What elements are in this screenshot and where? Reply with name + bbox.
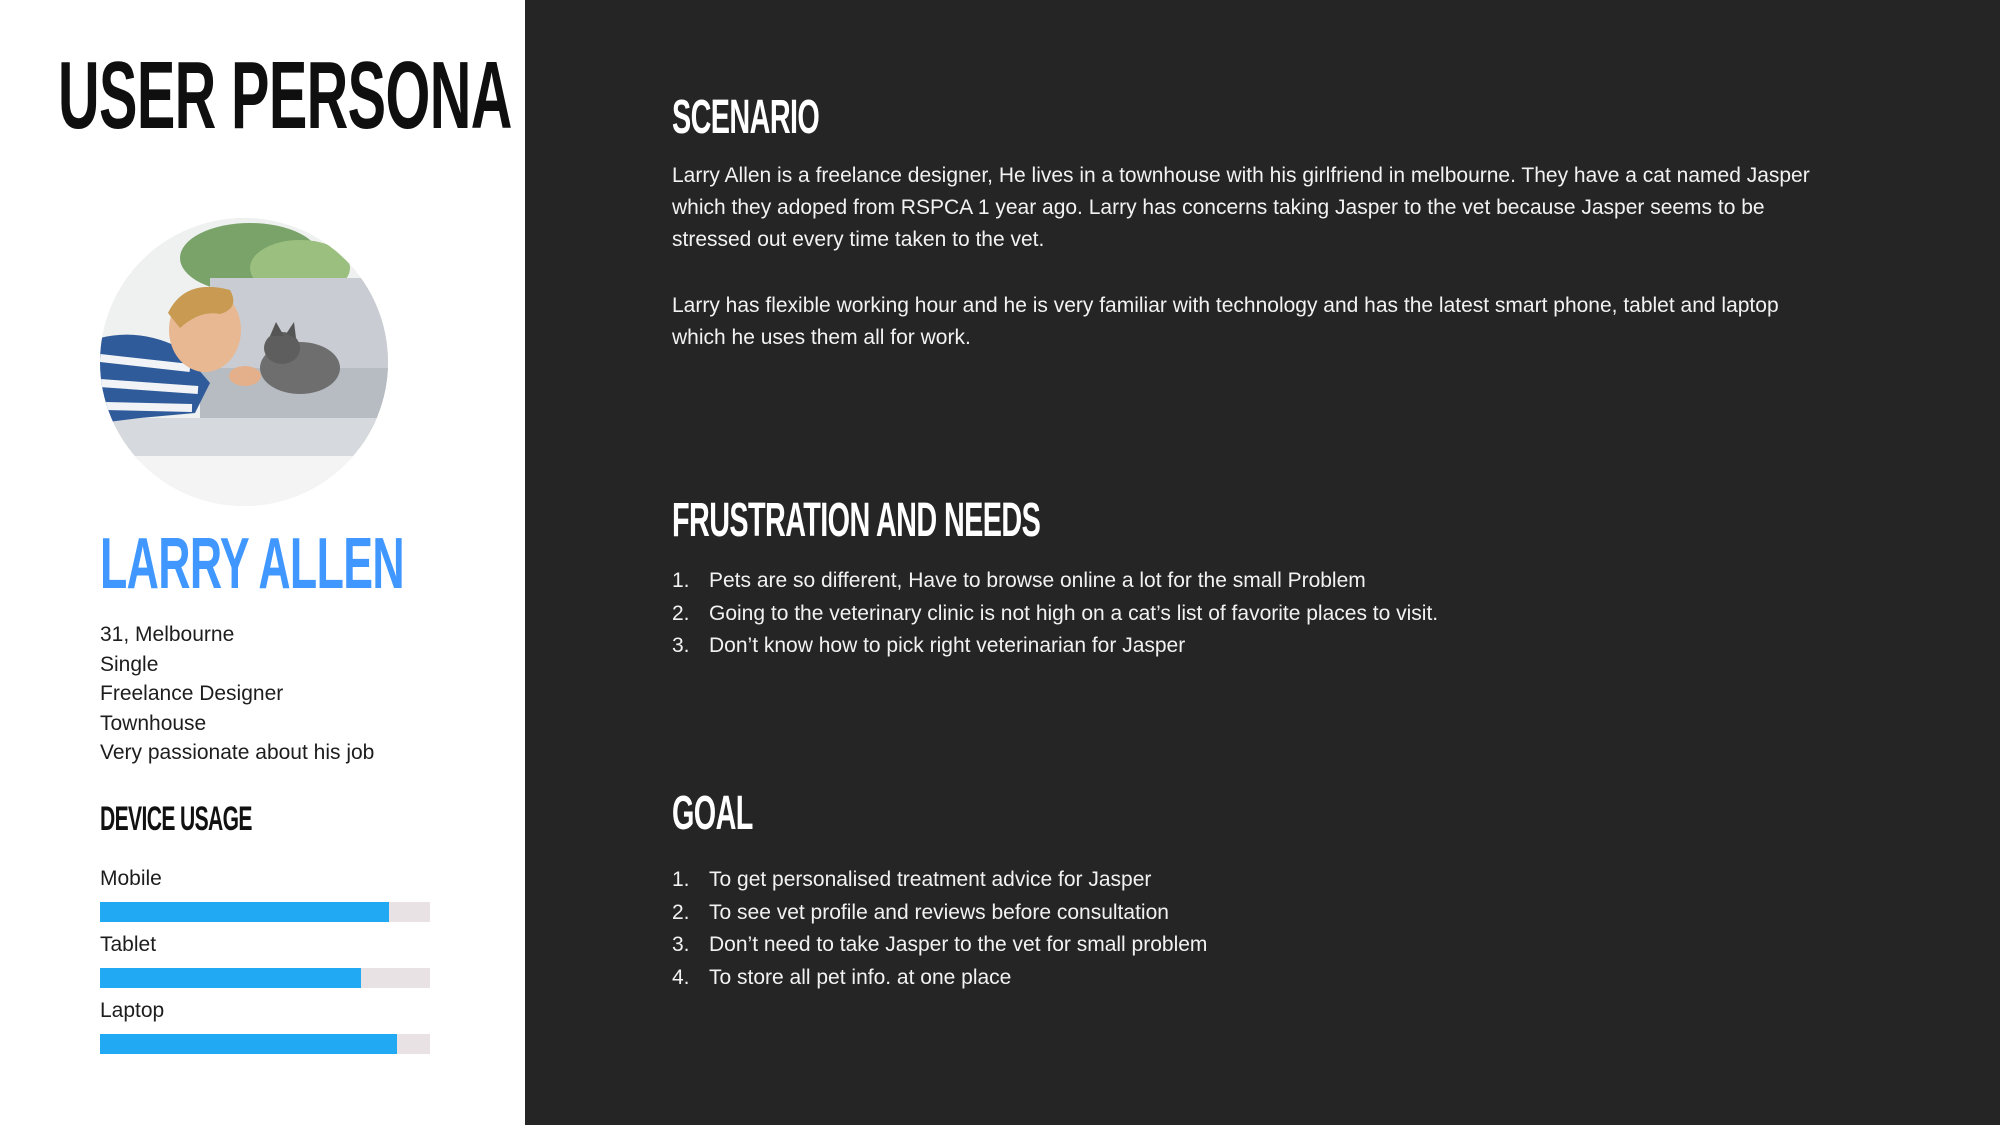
- device-usage-mobile: [100, 866, 430, 922]
- detail-age-location: 31, Melbourne: [100, 623, 235, 646]
- list-number: 1.: [672, 868, 690, 891]
- list-number: 1.: [672, 569, 690, 592]
- device-usage-heading: DEVICE USAGE: [100, 800, 252, 838]
- profile-panel: [0, 0, 525, 1125]
- list-item: [672, 962, 1207, 995]
- list-number: 3.: [672, 634, 690, 657]
- detail-relationship: Single: [100, 652, 159, 676]
- page-title: USER PERSONA: [58, 42, 512, 149]
- goal-heading: GOAL: [672, 787, 753, 840]
- list-text: To get personalised treatment advice for Jasper: [709, 868, 1152, 891]
- detail-housing: Townhouse: [100, 711, 207, 735]
- detail-occupation: Freelance Designer: [100, 682, 284, 705]
- list-item: [672, 864, 1207, 897]
- list-text: Going to the veterinary clinic is not high on a cat’s list of favorite places to visit.: [709, 601, 1439, 625]
- usage-bar-track: [100, 968, 430, 988]
- list-item: [672, 565, 1438, 598]
- goal-list: [672, 864, 1207, 994]
- list-number: 2.: [672, 900, 690, 924]
- list-text: Pets are so different, Have to browse online a lot for the small Problem: [709, 569, 1366, 592]
- list-number: 4.: [672, 965, 690, 989]
- frustrations-list: [672, 565, 1438, 663]
- usage-bar-fill: [100, 1034, 397, 1054]
- usage-bar-fill: [100, 968, 361, 988]
- list-number: 2.: [672, 601, 690, 625]
- list-item: [672, 929, 1207, 962]
- device-usage-tablet: [100, 932, 430, 988]
- device-label: Laptop: [100, 999, 165, 1022]
- avatar: [100, 218, 388, 506]
- persona-photo: [100, 218, 388, 506]
- list-text: Don’t need to take Jasper to the vet for small problem: [709, 933, 1208, 956]
- list-item: [672, 897, 1207, 930]
- frustrations-heading: FRUSTRATION AND NEEDS: [672, 494, 1041, 547]
- scenario-paragraph-2: Larry has flexible working hour and he is very familiar with technology and has the latest smart phone, tablet and laptop which he uses them all for work.: [672, 294, 1779, 349]
- list-item: [672, 598, 1438, 631]
- detail-personality: Very passionate about his job: [100, 741, 375, 764]
- scenario-paragraph-1: Larry Allen is a freelance designer, He lives in a townhouse with his girlfriend in melbourne. They have a cat named Jasper which they adoped from RSPCA 1 year ago. Larry has concerns taking Jasper to the vet because Jasper seems to be stressed out every time taken to the vet.: [672, 164, 1810, 251]
- list-text: Don’t know how to pick right veterinarian for Jasper: [709, 634, 1186, 657]
- device-label: Tablet: [100, 933, 157, 956]
- list-text: To see vet profile and reviews before consultation: [709, 900, 1169, 924]
- usage-bar-track: [100, 902, 430, 922]
- list-item: [672, 630, 1438, 663]
- usage-bar-fill: [100, 902, 389, 922]
- scenario-heading: SCENARIO: [672, 91, 820, 144]
- device-usage-laptop: [100, 998, 430, 1054]
- persona-details: [100, 620, 374, 768]
- list-text: To store all pet info. at one place: [709, 965, 1012, 989]
- device-label: Mobile: [100, 867, 162, 890]
- list-number: 3.: [672, 933, 690, 956]
- usage-bar-track: [100, 1034, 430, 1054]
- persona-name: LARRY ALLEN: [100, 524, 405, 604]
